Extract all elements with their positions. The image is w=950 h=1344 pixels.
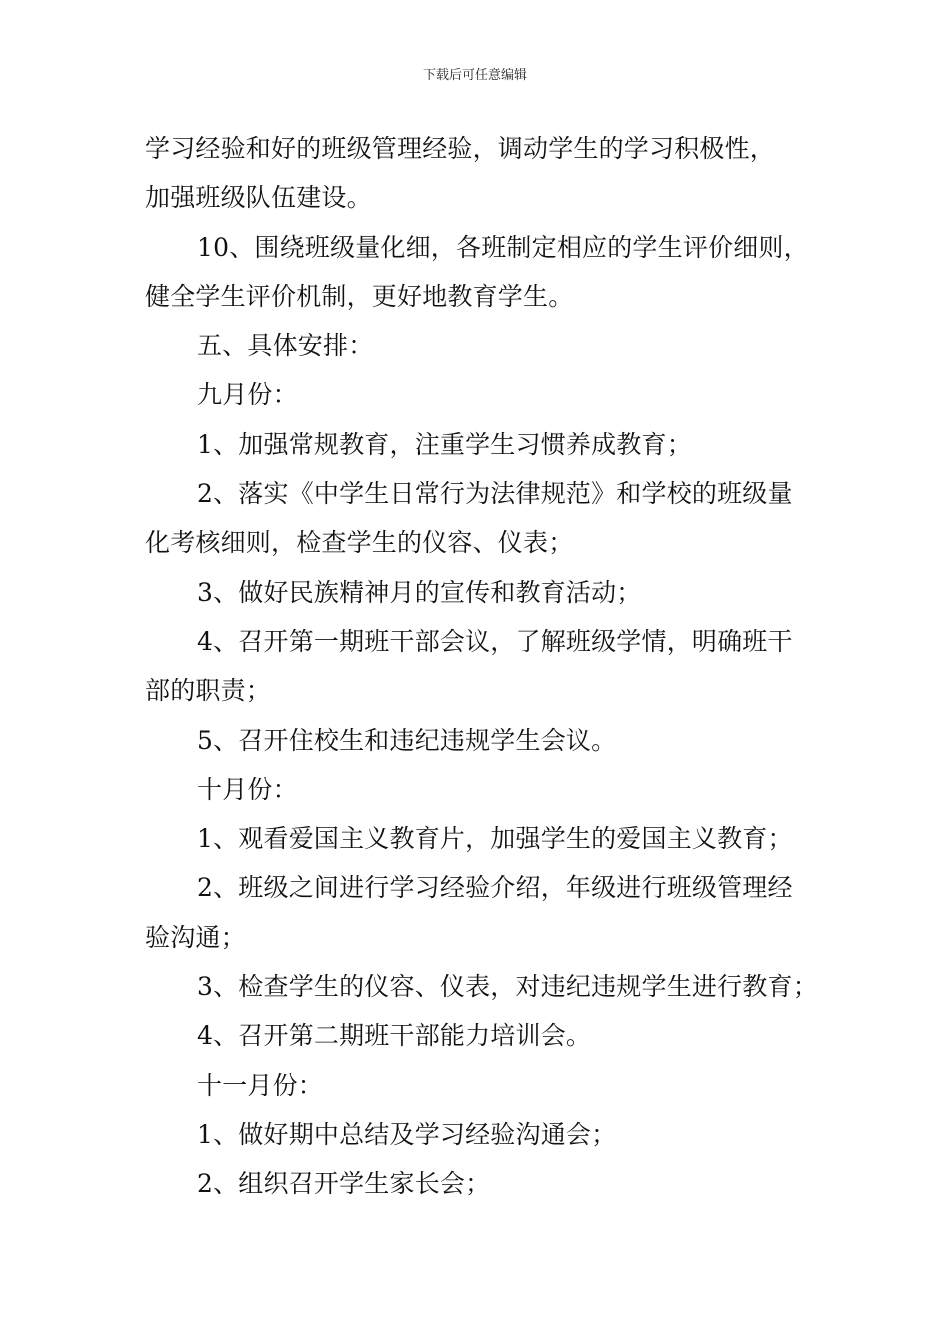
- line-22: 2、组织召开学生家长会；: [197, 1169, 491, 1199]
- month-heading-september: 九月份：: [197, 380, 298, 410]
- line-19: 4、召开第二期班干部能力培训会。: [197, 1021, 592, 1051]
- line-9: 化考核细则，检查学生的仪容、仪表；: [145, 528, 574, 558]
- section-heading-arrangement: 五、具体安排：: [197, 331, 374, 361]
- line-17: 验沟通；: [145, 922, 246, 952]
- line-3: 10、围绕班级量化细，各班制定相应的学生评价细则，: [197, 232, 809, 262]
- line-7: 1、加强常规教育，注重学生习惯养成教育；: [197, 429, 692, 459]
- line-13: 5、召开住校生和违纪违规学生会议。: [197, 725, 617, 755]
- page-header: 下载后可任意编辑: [422, 68, 527, 83]
- line-1: 学习经验和好的班级管理经验，调动学生的学习积极性，: [145, 134, 776, 163]
- line-10: 3、做好民族精神月的宣传和教育活动；: [197, 577, 642, 607]
- line-11: 4、召开第一期班干部会议，了解班级学情，明确班干: [197, 626, 793, 656]
- line-16: 2、班级之间进行学习经验介绍，年级进行班级管理经: [197, 873, 793, 903]
- line-18: 3、检查学生的仪容、仪表，对违纪违规学生进行教育；: [197, 972, 818, 1002]
- line-15: 1、观看爱国主义教育片，加强学生的爱国主义教育；: [197, 824, 793, 854]
- line-2: 加强班级队伍建设。: [145, 183, 372, 213]
- line-21: 1、做好期中总结及学习经验沟通会；: [197, 1119, 617, 1149]
- line-4: 健全学生评价机制，更好地教育学生。: [145, 281, 574, 311]
- line-8: 2、落实《中学生日常行为法律规范》和学校的班级量: [197, 479, 793, 509]
- line-12: 部的职责；: [145, 676, 272, 706]
- month-heading-november: 十一月份：: [197, 1070, 324, 1100]
- document-body: [145, 124, 845, 1209]
- month-heading-october: 十月份：: [197, 774, 298, 804]
